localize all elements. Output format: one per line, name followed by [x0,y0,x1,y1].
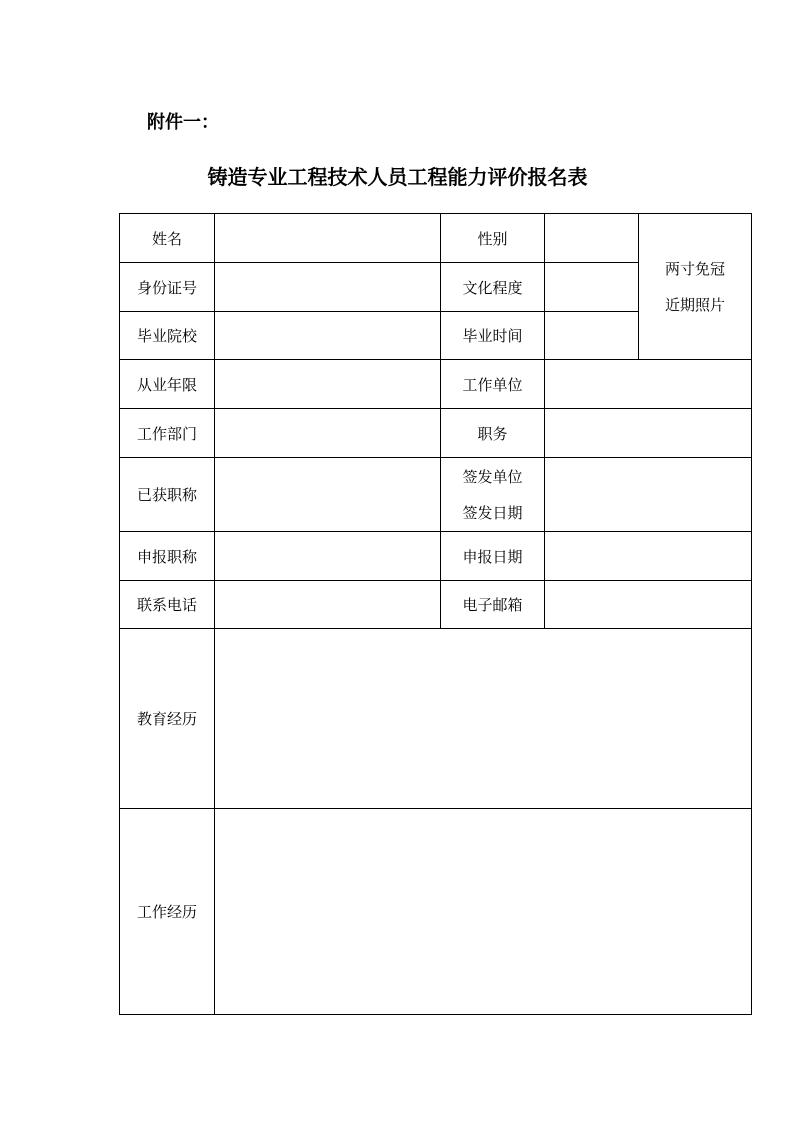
photo-line-1: 两寸免冠 [664,259,725,278]
phone-field[interactable] [215,581,441,629]
apply-date-field[interactable] [545,532,751,581]
education-history-field[interactable] [215,629,751,809]
department-label: 工作部门 [120,409,215,458]
education-history-label: 教育经历 [120,629,215,809]
position-label: 职务 [441,409,545,458]
issue-date-label: 签发日期 [462,503,523,522]
graduation-time-label: 毕业时间 [441,312,545,360]
employer-field[interactable] [545,360,751,409]
gender-label: 性别 [441,214,545,263]
employer-label: 工作单位 [441,360,545,409]
applied-title-field[interactable] [215,532,441,581]
photo-line-2: 近期照片 [664,295,725,314]
name-label: 姓名 [120,214,215,263]
graduation-time-field[interactable] [545,312,639,360]
position-field[interactable] [545,409,751,458]
issuer-and-date-field[interactable] [545,458,751,532]
obtained-title-label: 已获职称 [120,458,215,532]
applied-title-label: 申报职称 [120,532,215,581]
issuer-label: 签发单位 [462,467,523,486]
years-of-practice-label: 从业年限 [120,360,215,409]
name-field[interactable] [215,214,441,263]
registration-form-table [119,213,752,1015]
form-title: 铸造专业工程技术人员工程能力评价报名表 [207,165,588,189]
id-number-field[interactable] [215,263,441,312]
attachment-label: 附件一： [147,112,219,133]
years-of-practice-field[interactable] [215,360,441,409]
school-label: 毕业院校 [120,312,215,360]
apply-date-label: 申报日期 [441,532,545,581]
phone-label: 联系电话 [120,581,215,629]
school-field[interactable] [215,312,441,360]
department-field[interactable] [215,409,441,458]
obtained-title-field[interactable] [215,458,441,532]
email-label: 电子邮箱 [441,581,545,629]
issuer-and-date-label [441,458,545,532]
work-history-label: 工作经历 [120,809,215,1014]
photo-box[interactable] [639,214,751,360]
email-field[interactable] [545,581,751,629]
education-level-label: 文化程度 [441,263,545,312]
education-level-field[interactable] [545,263,639,312]
gender-field[interactable] [545,214,639,263]
work-history-field[interactable] [215,809,751,1014]
id-number-label: 身份证号 [120,263,215,312]
